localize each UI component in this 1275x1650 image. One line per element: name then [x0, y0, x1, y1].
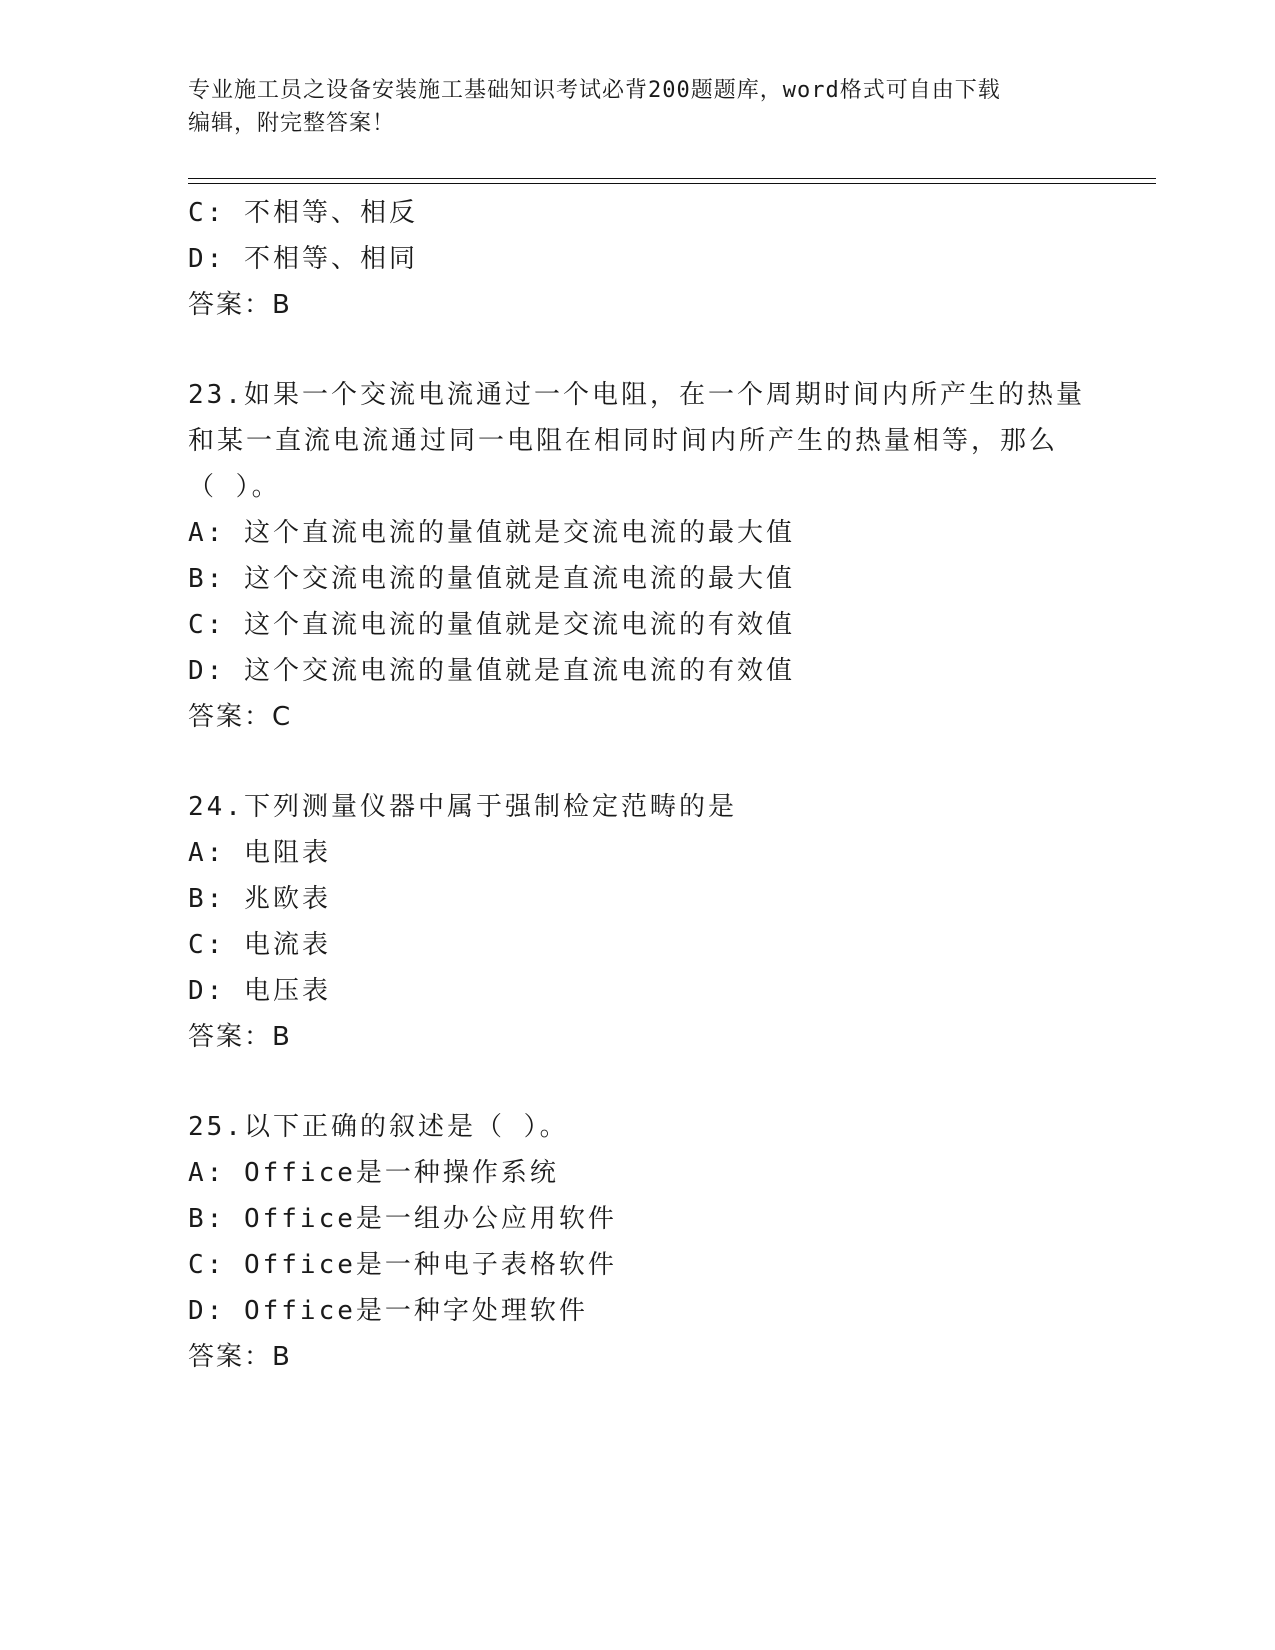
question-gap	[188, 740, 1088, 784]
question-25	[188, 1104, 1088, 1380]
question-stem-line: 24.下列测量仪器中属于强制检定范畴的是	[188, 792, 737, 822]
question-stem-line: 25.以下正确的叙述是（ ）。	[188, 1112, 569, 1142]
answer-line: 答案：B	[188, 290, 292, 320]
option-d: D: Office是一种字处理软件	[188, 1296, 588, 1326]
option-a: A: 这个直流电流的量值就是交流电流的最大值	[188, 518, 795, 548]
question-stem-line: 和某一直流电流通过同一电阻在相同时间内所产生的热量相等，那么	[188, 426, 1059, 456]
question-stem-line: 23.如果一个交流电流通过一个电阻，在一个周期时间内所产生的热量	[188, 380, 1085, 410]
option-d: D: 不相等、相同	[188, 244, 418, 274]
option-c: C: 这个直流电流的量值就是交流电流的有效值	[188, 610, 795, 640]
option-b: B: 兆欧表	[188, 884, 331, 914]
option-d: D: 这个交流电流的量值就是直流电流的有效值	[188, 656, 795, 686]
option-b: B: Office是一组办公应用软件	[188, 1204, 617, 1234]
header-divider-top	[188, 178, 1156, 179]
answer-line: 答案：B	[188, 1342, 292, 1372]
question-list	[188, 190, 1088, 1380]
option-d: D: 电压表	[188, 976, 331, 1006]
question-gap	[188, 328, 1088, 372]
option-c: C: 不相等、相反	[188, 198, 418, 228]
option-c: C: 电流表	[188, 930, 331, 960]
page-header	[188, 74, 1078, 140]
option-c: C: Office是一种电子表格软件	[188, 1250, 617, 1280]
header-title-line-2: 编辑，附完整答案！	[188, 111, 396, 136]
question-stem-line: （ ）。	[188, 472, 281, 502]
option-a: A: 电阻表	[188, 838, 331, 868]
question-gap	[188, 1060, 1088, 1104]
question-22-continuation	[188, 190, 1088, 328]
question-23	[188, 372, 1088, 740]
header-title-line-1: 专业施工员之设备安装施工基础知识考试必背200题题库，word格式可自由下载	[188, 78, 1001, 103]
header-divider-bottom	[188, 183, 1156, 184]
answer-line: 答案：B	[188, 1022, 292, 1052]
answer-line: 答案：C	[188, 702, 293, 732]
question-24	[188, 784, 1088, 1060]
option-a: A: Office是一种操作系统	[188, 1158, 559, 1188]
option-b: B: 这个交流电流的量值就是直流电流的最大值	[188, 564, 795, 594]
